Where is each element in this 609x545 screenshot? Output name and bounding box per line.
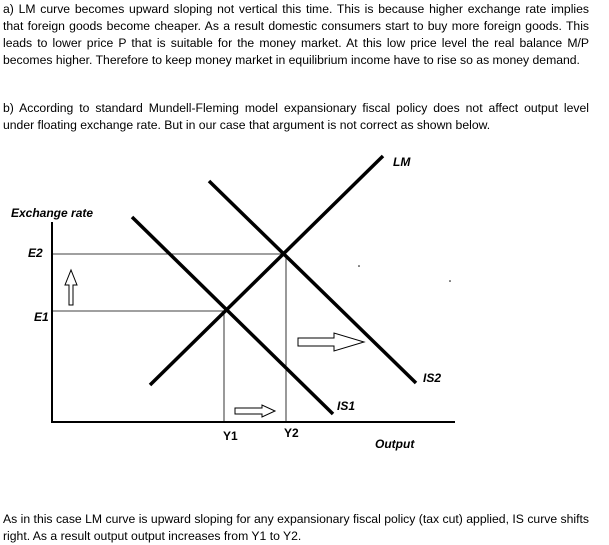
paragraph-c: As in this case LM curve is upward sloping for any expansionary fiscal policy (tax cut) applied, IS curve shifts right. As a result output output increases from Y1 to Y2.: [3, 512, 589, 543]
is2-label: IS2: [423, 371, 442, 385]
x-axis-label: Output: [375, 437, 415, 451]
paragraph-b: b) According to standard Mundell-Fleming model expansionary fiscal policy does not affect output level under floating exchange rate. But in our case that argument is not correct as shown below.: [3, 101, 589, 132]
paragraph-a: a) LM curve becomes upward sloping not vertical this time. This is because higher exchange rate implies that foreign goods become cheaper. As a result domestic consumers start to buy more foreign goods. This leads to lower price P that is suitable for the money market. At this low price level the real balance M/P becomes higher. Therefore to keep money market in equilibrium income have to rise so as money demand.: [3, 2, 589, 67]
is1-label: IS1: [337, 399, 356, 413]
is2-curve: [209, 181, 416, 383]
e2-tick-label: E2: [28, 246, 43, 260]
dot-mark: [358, 265, 360, 267]
y1-tick-label: Y1: [223, 429, 238, 443]
e1-tick-label: E1: [34, 310, 49, 324]
is1-curve: [132, 217, 333, 414]
y2-tick-label: Y2: [284, 426, 299, 440]
lm-label: LM: [393, 155, 411, 169]
is-shift-arrow: [298, 333, 364, 351]
dot-mark: [449, 280, 451, 282]
y-axis-label: Exchange rate: [11, 206, 94, 220]
up-arrow: [65, 270, 77, 305]
output-shift-arrow: [235, 405, 275, 417]
